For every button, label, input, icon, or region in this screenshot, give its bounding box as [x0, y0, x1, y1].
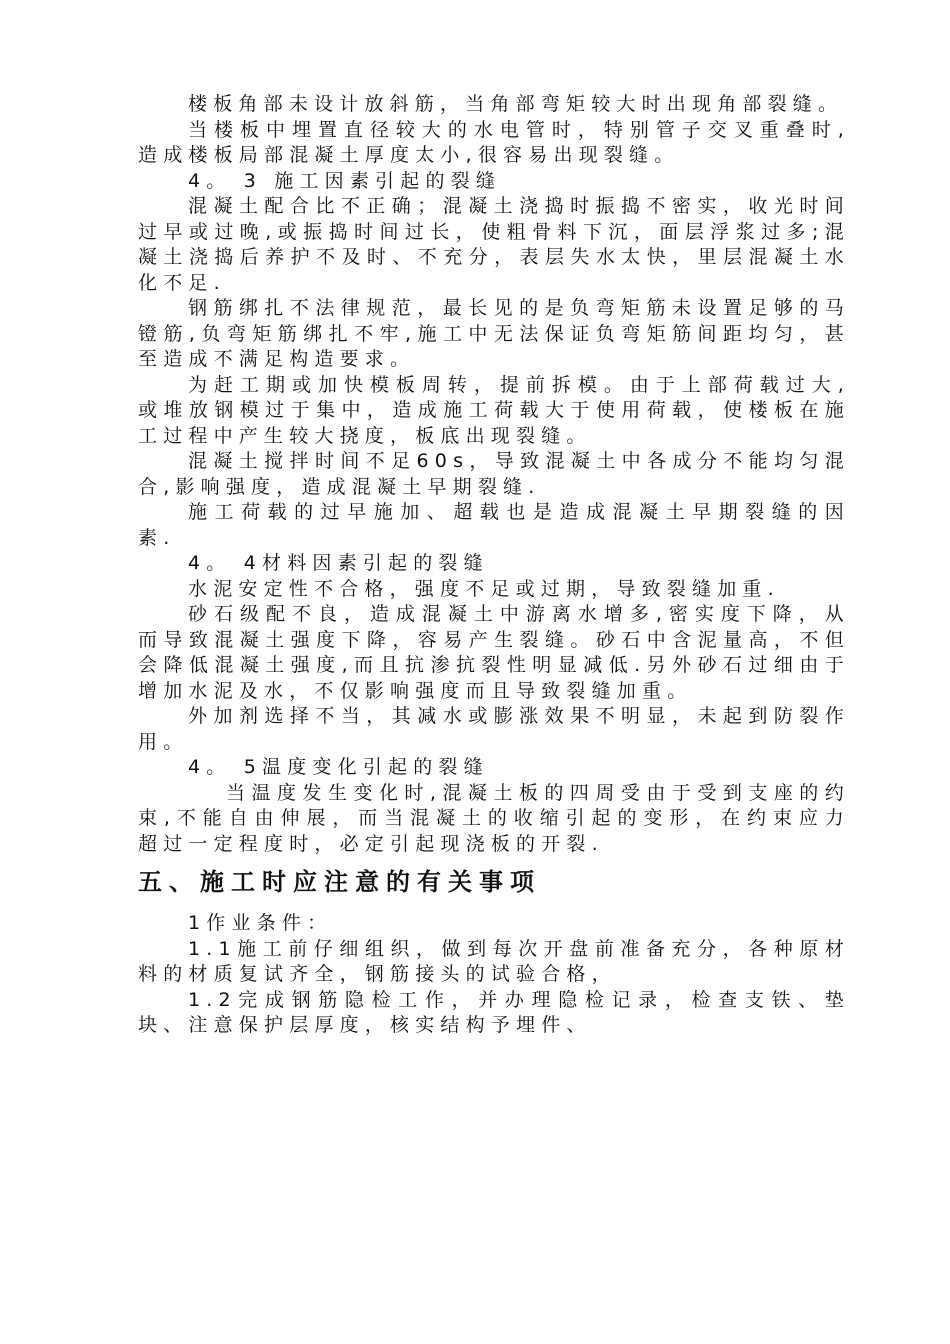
chapter-heading: 五、施工时应注意的有关事项: [138, 868, 541, 896]
paragraph: 砂石级配不良，造成混凝土中游离水增多,密实度下降，从而导致混凝土强度下降，容易产生裂缝。砂石中含泥量高，不但会降低混凝土强度,而且抗渗抗裂性明显减低.另外砂石过细由于增加水泥及水，不仅影响强度而且导致裂缝加重。: [138, 603, 850, 702]
paragraph: 为赶工期或加快模板周转，提前拆模。由于上部荷载过大,或堆放钢模过于集中，造成施工荷载大于使用荷载，使楼板在施工过程中产生较大挠度，板底出现裂缝。: [138, 373, 850, 447]
paragraph: 1.2完成钢筋隐检工作，并办理隐检记录，检查支铁、垫块、注意保护层厚度，核实结构予埋件、: [138, 988, 850, 1036]
paragraph: 当楼板中埋置直径较大的水电管时，特别管子交叉重叠时,造成楼板局部混凝土厚度太小,很容易出现裂缝。: [138, 118, 850, 166]
section-heading: 4。 5温度变化引起的裂缝: [188, 756, 489, 778]
section-heading: 4。 3 施工因素引起的裂缝: [188, 169, 502, 192]
paragraph: 水泥安定性不合格，强度不足或过期，导致裂缝加重.: [188, 577, 780, 600]
paragraph: 外加剂选择不当，其减水或膨涨效果不明显，未起到防裂作用。: [138, 705, 850, 753]
paragraph: 施工荷载的过早施加、超载也是造成混凝土早期裂缝的因素.: [138, 501, 850, 549]
document-body: [138, 92, 850, 1039]
paragraph: 混凝土配合比不正确；混凝土浇捣时振捣不密实，收光时间过早或过晚,或振捣时间过长，使粗骨料下沉，面层浮浆过多;混凝土浇捣后养护不及时、不充分，表层失水太快，里层混凝土水化不足.: [138, 195, 850, 294]
paragraph: 楼板角部未设计放斜筋，当角部弯矩较大时出现角部裂缝。: [188, 93, 844, 115]
paragraph: 钢筋绑扎不法律规范，最长见的是负弯矩筋未设置足够的马镫筋,负弯矩筋绑扎不牢,施工中无法保证负弯矩筋间距均匀，甚至造成不满足构造要求。: [138, 297, 850, 370]
paragraph: 1.1施工前仔细组织，做到每次开盘前准备充分，各种原材料的材质复试齐全，钢筋接头的试验合格，: [138, 937, 850, 985]
section-heading: 4。 4材料因素引起的裂缝: [188, 552, 489, 574]
paragraph: 混凝土搅拌时间不足60s，导致混凝土中各成分不能均匀混合,影响强度，造成混凝土早期裂缝.: [138, 450, 850, 498]
paragraph: 当温度发生变化时,混凝土板的四周受由于受到支座的约束,不能自由伸展，而当混凝土的收缩引起的变形，在约束应力超过一定程度时，必定引起现浇板的开裂.: [138, 781, 850, 855]
paragraph: 1作业条件：: [188, 912, 333, 934]
